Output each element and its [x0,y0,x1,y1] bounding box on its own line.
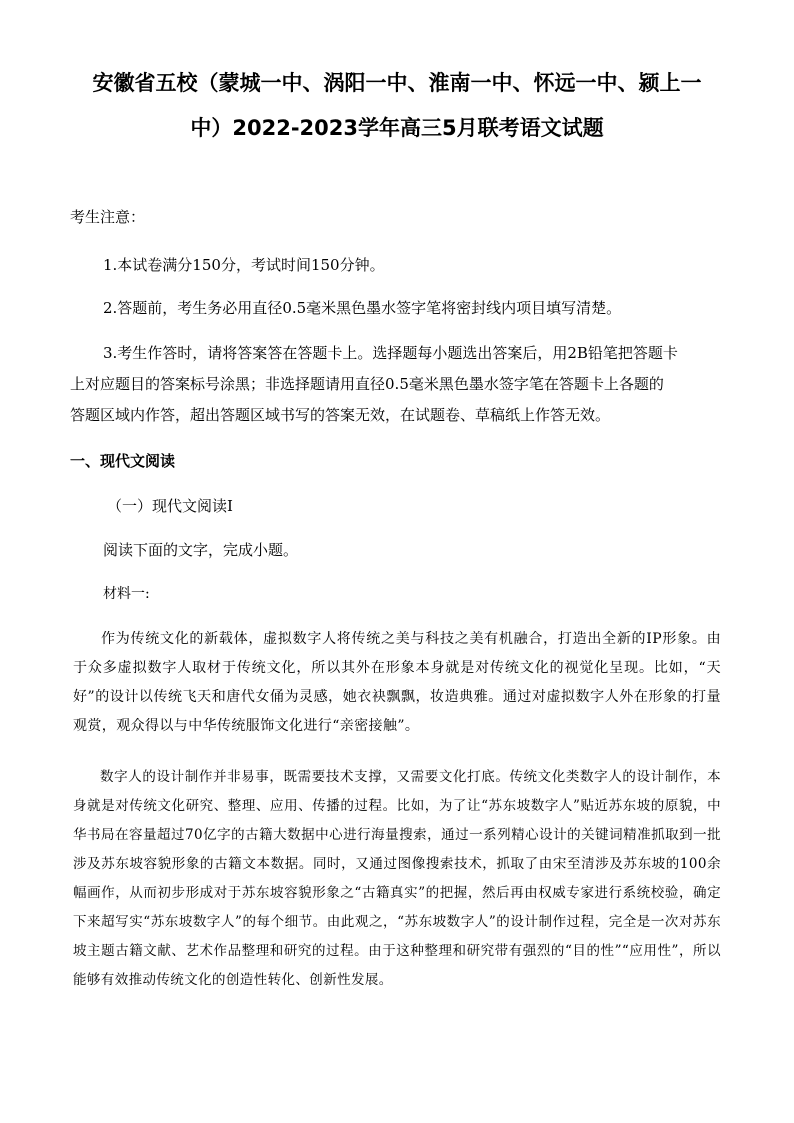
sub-section-heading: （一）现代文阅读Ⅰ [107,497,233,515]
section-heading: 一、现代文阅读 [70,452,176,470]
notice-item-1: 1.本试卷满分150分，考试时间150分钟。 [103,256,385,274]
notice-heading: 考生注意： [70,208,146,226]
material-label: 材料一: [103,586,150,602]
notice-item-3-line-2: 上对应题目的答案标号涂黑；非选择题请用直径0.5毫米黑色墨水签字笔在答题卡上各题的 [70,375,664,393]
material-paragraph-2: 数字人的设计制作并非易事，既需要技术支撑，又需要文化打底。传统文化类数字人的设计制作，本身就是对传统文化研究、整理、应用、传播的过程。比如，为了让“苏东坡数字人”贴近苏东坡的原貌，中华书局在容量超过70亿字的古籍大数据中心进行海量搜索，通过一系列精心设计的关键词精准抓取到一批涉及苏东坡容貌形象的古籍文本数据。同时，又通过图像搜索技术，抓取了由宋至清涉及苏东坡的100余幅画作，从而初步形成对于苏东坡容貌形象之“古籍真实”的把握，然后再由权威专家进行系统校验，确定下来超写实“苏东坡数字人”的每个细节。由此观之，“苏东坡数字人”的设计制作过程，完全是一次对苏东坡主题古籍文献、艺术作品整理和研究的过程。由于这种整理和研究带有强烈的“目的性”“应用性”，所以能够有效推动传统文化的创造性转化、创新性发展。 [73,769,721,988]
notice-item-2: 2.答题前，考生务必用直径0.5毫米黑色墨水签字笔将密封线内项目填写清楚。 [103,299,622,317]
document-title-line-2: 中）2022-2023学年高三5月联考语文试题 [190,116,604,140]
notice-item-3-line-1: 3.考生作答时，请将答案答在答题卡上。选择题每小题选出答案后，用2B铅笔把答题卡 [103,344,678,362]
material-paragraph-1: 作为传统文化的新载体，虚拟数字人将传统之美与科技之美有机融合，打造出全新的IP形象。由于众多虚拟数字人取材于传统文化，所以其外在形象本身就是对传统文化的视觉化呈现。比如，“天好”的设计以传统飞天和唐代女俑为灵感，她衣袂飘飘，妆造典雅。通过对虚拟数字人外在形象的打量观赏，观众得以与中华传统服饰文化进行“亲密接触”。 [73,631,721,734]
notice-item-3-line-3: 答题区域内作答，超出答题区域书写的答案无效，在试题卷、草稿纸上作答无效。 [70,406,611,424]
reading-instruction: 阅读下面的文字，完成小题。 [103,541,299,559]
document-title-line-1: 安徽省五校（蒙城一中、涡阳一中、淮南一中、怀远一中、颍上一 [92,71,702,95]
